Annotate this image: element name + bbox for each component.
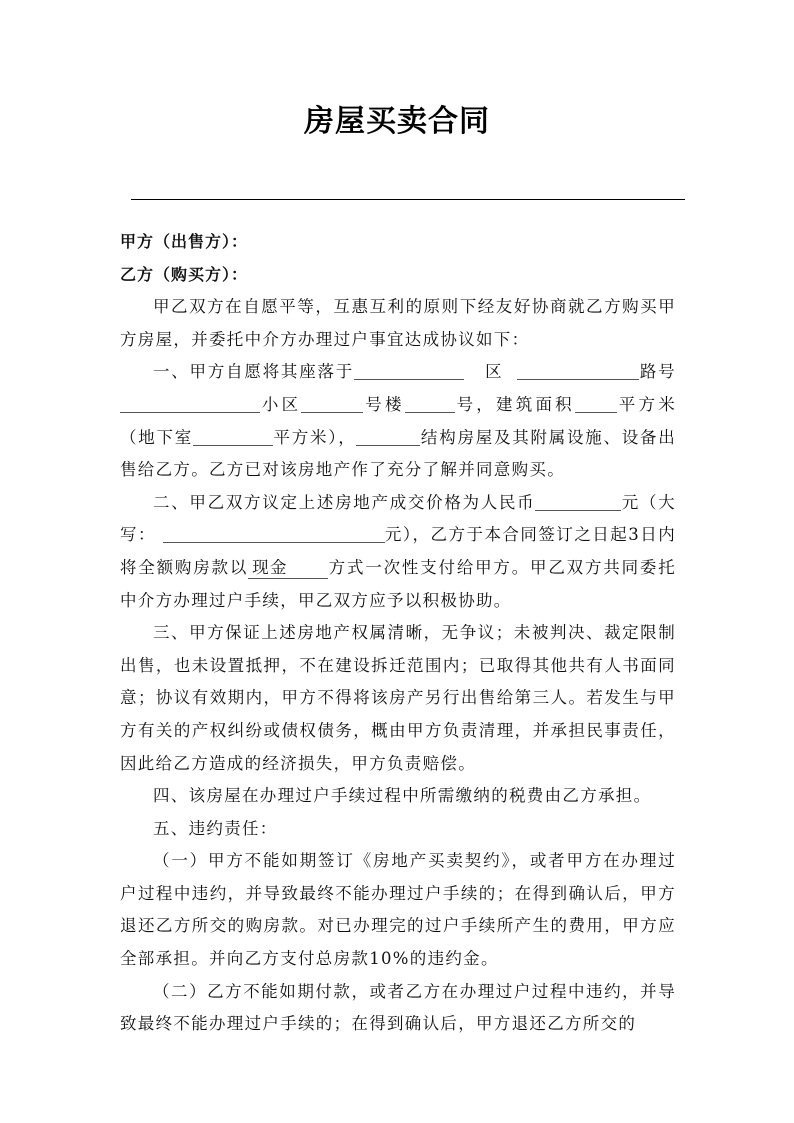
area-blank[interactable]: [575, 394, 617, 413]
payment-method-field[interactable]: 现金: [248, 558, 328, 579]
clause-5-heading: 五、违约责任：: [153, 818, 278, 838]
price-blank[interactable]: [535, 492, 621, 511]
district-label: 区: [485, 362, 504, 382]
community-label: 小区: [260, 394, 302, 414]
number-blank[interactable]: [120, 394, 260, 413]
document-title: 房屋买卖合同: [304, 104, 490, 139]
clause-2-tail: 方式一次性支付给甲方。甲乙双方共同委托中介方办理过户手续，甲乙双方应予以积极协助。: [120, 557, 676, 610]
party-b-label: 乙方（购买方）：: [120, 264, 249, 284]
clause-5-1: （一）甲方不能如期签订《房地产买卖契约》，或者甲方在办理过户过程中违约，并导致最终不能办理过户手续的；在得到确认后，甲方退还乙方所交的购房款。对已办理完的过户手续所产生的费用，甲方应全部承担。并向乙方支付总房款10%的违约金。: [120, 851, 676, 969]
payment-text: 元），乙方于本合同签订之日起3日内将全额购房款以: [120, 525, 676, 577]
clause-1-text: 一、甲方自愿将其座落于: [153, 362, 355, 382]
basement-label: 平方米（地下室: [120, 394, 676, 447]
area-label: 号，建筑面积: [454, 394, 575, 414]
party-a-label: 甲方（出售方）：: [120, 232, 249, 251]
intro-paragraph: 甲乙双方在自愿平等，互惠互利的原则下经友好协商就乙方购买甲方房屋，并委托中介方办理过户事宜达成协议如下：: [120, 297, 676, 349]
clause-5-2: （二）乙方不能如期付款，或者乙方在办理过户过程中违约，并导致最终不能办理过户手续的；在得到确认后，甲方退还乙方所交的: [120, 981, 676, 1034]
building-label: 号楼: [363, 394, 405, 414]
structure-blank[interactable]: [356, 427, 420, 446]
contract-body: [120, 226, 676, 1041]
clause-4: 四、该房屋在办理过户手续过程中所需缴纳的税费由乙方承担。: [153, 786, 652, 806]
clause-2-text: 二、甲乙双方议定上述房地产成交价格为人民币: [153, 492, 536, 512]
price-capital-blank[interactable]: [163, 524, 385, 543]
clause-2: [120, 487, 676, 617]
location-blank[interactable]: [354, 361, 464, 380]
sqm-label: 平方米），: [273, 427, 357, 447]
clause-1-tail: 结构房屋及其附属设施、设备出售给乙方。乙方已对该房地产作了充分了解并同意购买。: [120, 427, 677, 480]
price-capital-label: 元（大写：: [120, 492, 676, 545]
basement-blank[interactable]: [193, 427, 273, 446]
road-number-label: 路号: [639, 362, 676, 382]
clause-3: 三、甲方保证上述房地产权属清晰，无争议；未被判决、裁定限制出售，也未设置抵押，不在建设拆迁范围内；已取得其他共有人书面同意；协议有效期内，甲方不得将该房产另行出售给第三人。若发生与甲方有关的产权纠纷或债权债务，概由甲方负责清理，并承担民事责任，因此给乙方造成的经济损失，甲方负责赔偿。: [120, 623, 676, 773]
building-blank[interactable]: [405, 394, 455, 413]
district-blank[interactable]: [517, 361, 639, 380]
community-blank[interactable]: [301, 394, 363, 413]
title-divider: [131, 199, 685, 200]
clause-1: [120, 356, 676, 486]
